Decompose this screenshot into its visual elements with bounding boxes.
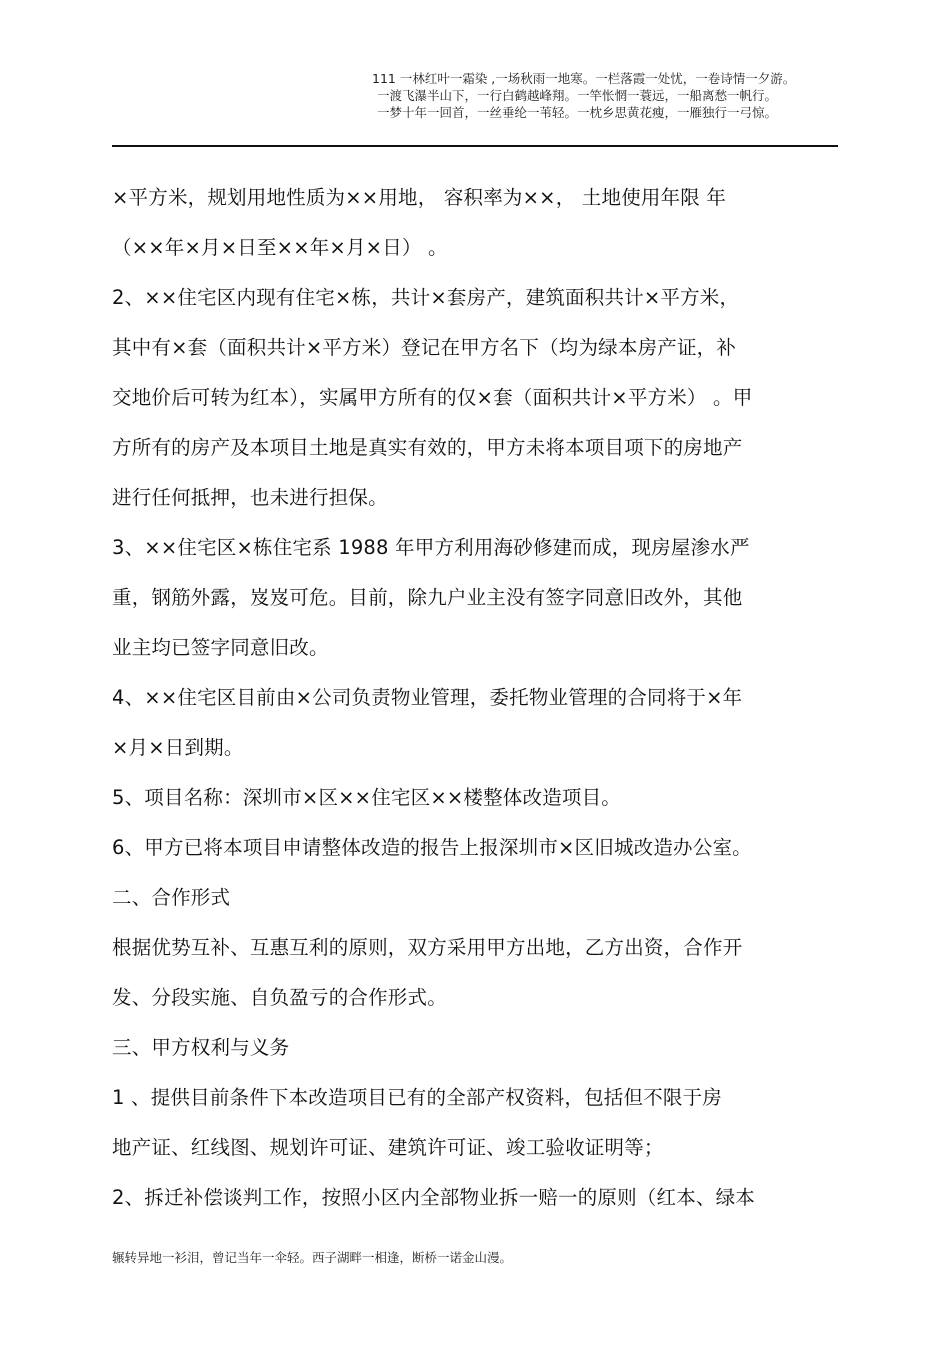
body-line: 4、××住宅区目前由×公司负责物业管理，委托物业管理的合同将于×年 [112,686,743,709]
body-line: 2、拆迁补偿谈判工作，按照小区内全部物业拆一赔一的原则（红本、绿本 [112,1186,756,1209]
header-divider [112,145,838,147]
body-line: 交地价后可转为红本），实属甲方所有的仅×套（面积共计×平方米） 。甲 [112,386,753,409]
body-line: ×平方米，规划用地性质为××用地， 容积率为××， 土地使用年限 年 [112,186,727,209]
body-line: 发、分段实施、自负盈亏的合作形式。 [112,986,447,1009]
body-line: 地产证、红线图、规划许可证、建筑许可证、竣工验收证明等； [112,1136,664,1159]
body-line: 方所有的房产及本项目土地是真实有效的，甲方未将本项目项下的房地产 [112,436,743,459]
header-line-2: 一渡飞瀑半山下，一行白鹤越峰翔。一竿怅惘一蓑远，一船离愁一帆行。 [377,88,778,103]
body-line: 6、甲方已将本项目申请整体改造的报告上报深圳市×区旧城改造办公室。 [112,836,752,859]
section-heading: 二、合作形式 [112,886,231,909]
page-footer: 辗转异地一衫泪，曾记当年一伞轻。西子湖畔一相逢，断桥一诺金山漫。 [112,1250,513,1265]
body-line: 其中有×套（面积共计×平方米）登记在甲方名下（均为绿本房产证，补 [112,336,737,359]
body-line: 2、××住宅区内现有住宅×栋，共计×套房产，建筑面积共计×平方米， [112,286,740,309]
header-line-1: 111 一林红叶一霜染 ,一场秋雨一地寒。一栏落霞一处忧，一卷诗情一夕游。 [372,71,796,86]
body-line: 进行任何抵押，也未进行担保。 [112,486,388,509]
body-line: 5、项目名称：深圳市×区××住宅区××楼整体改造项目。 [112,786,622,809]
body-line: 重，钢筋外露，岌岌可危。目前，除九户业主没有签字同意旧改外，其他 [112,586,743,609]
body-line: 业主均已签字同意旧改。 [112,636,329,659]
body-line: 1 、提供目前条件下本改造项目已有的全部产权资料，包括但不限于房 [112,1086,723,1109]
body-line: 3、××住宅区×栋住宅系 1988 年甲方利用海砂修建而成，现房屋渗水严 [112,536,750,559]
page-header [372,70,842,121]
body-line: （××年×月×日至××年×月×日） 。 [112,236,448,259]
header-line-3: 一梦十年一回首，一丝垂纶一苇轻。一枕乡思黄花瘦，一雁独行一弓惊。 [377,105,778,120]
section-heading: 三、甲方权利与义务 [112,1036,290,1059]
body-line: ×月×日到期。 [112,736,244,759]
body-line: 根据优势互补、互惠互利的原则，双方采用甲方出地，乙方出资，合作开 [112,936,743,959]
